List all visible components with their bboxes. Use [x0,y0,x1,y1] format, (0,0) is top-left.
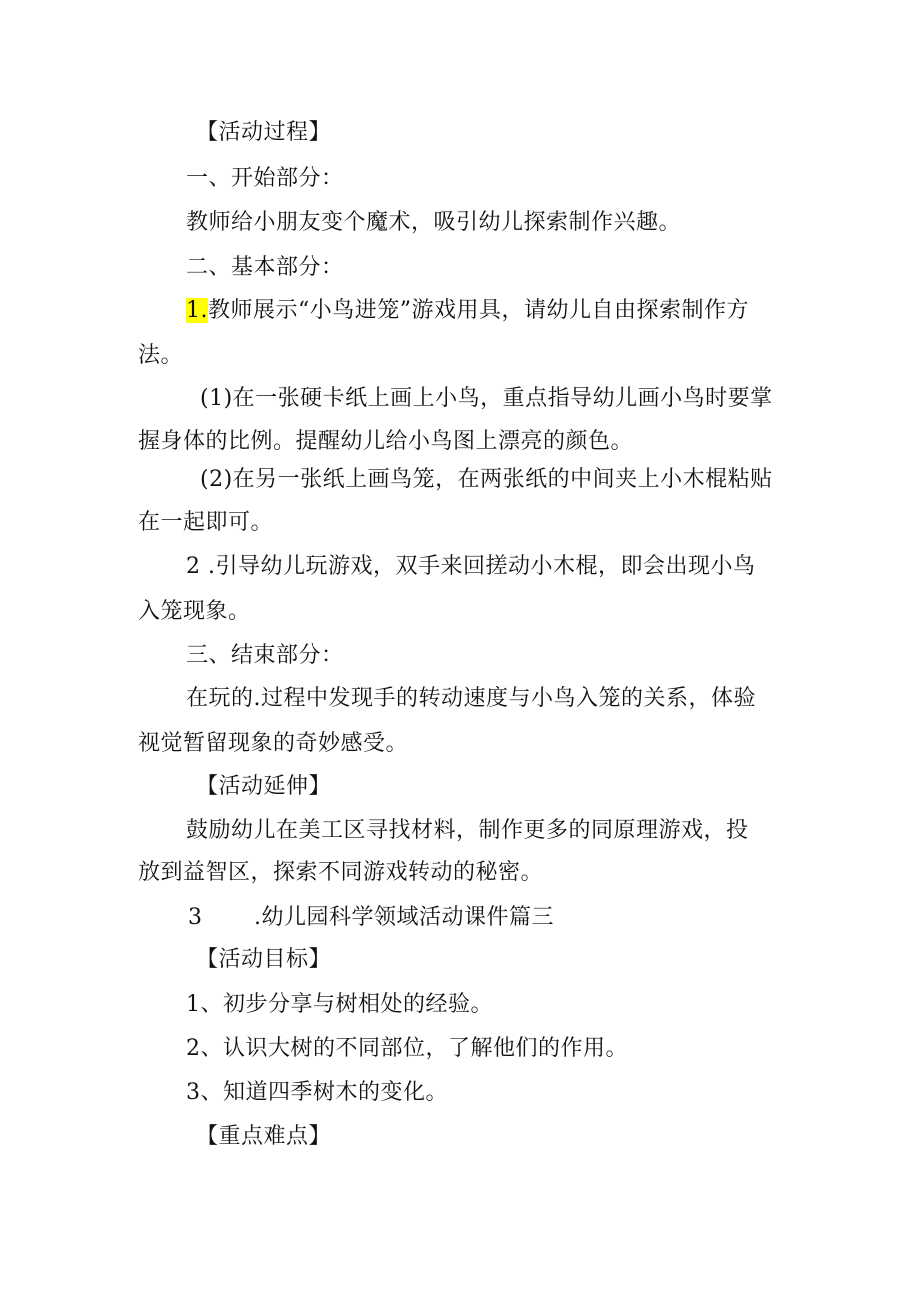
part3-heading: 三、结束部分： [186,643,344,668]
item1-text: 教师展示“小鸟进笼”游戏用具，请幼儿自由探索制作方 [208,298,749,323]
extension-line2: 放到益智区，探索不同游戏转动的秘密。 [138,860,544,885]
section3-title: .幼儿园科学领域活动课件篇三 [254,905,554,930]
item2-line1: 2 .引导幼儿玩游戏，双手来回搓动小木棍，即会出现小鸟 [186,554,756,579]
goals-heading: 【活动目标】 [196,947,332,972]
activity-process-heading: 【活动过程】 [196,120,332,145]
item2-line2: 入笼现象。 [138,599,251,624]
sub1-line1: (1)在一张硬卡纸上画上小鸟，重点指导幼儿画小鸟时要掌 [200,386,773,411]
goal-3: 3、知道四季树木的变化。 [186,1080,448,1105]
goal-2: 2、认识大树的不同部位，了解他们的作用。 [186,1036,628,1061]
sub1-line2: 握身体的比例。提醒幼儿给小鸟图上漂亮的颜色。 [138,429,634,454]
item1-number-highlighted: 1. [186,298,208,323]
extension-line1: 鼓励幼儿在美工区寻找材料，制作更多的同原理游戏，投 [186,818,749,843]
extension-heading: 【活动延伸】 [196,774,332,799]
part1-text: 教师给小朋友变个魔术，吸引幼儿探索制作兴趣。 [186,210,682,235]
goal-1: 1、初步分享与树相处的经验。 [186,992,493,1017]
keypoints-heading: 【重点难点】 [196,1124,332,1149]
item1-line1 [186,296,749,326]
part3-line2: 视觉暂留现象的奇妙感受。 [138,731,409,756]
item1-line2: 法。 [138,343,184,368]
sub2-line1: (2)在另一张纸上画鸟笼，在两张纸的中间夹上小木棍粘贴 [200,467,773,492]
part1-heading: 一、开始部分： [186,166,344,191]
sub2-line2: 在一起即可。 [138,510,274,535]
part3-line1: 在玩的.过程中发现手的转动速度与小鸟入笼的关系，体验 [186,686,756,711]
part2-heading: 二、基本部分： [186,255,344,280]
section3-number: 3 [188,905,203,930]
section3-heading [188,903,554,933]
